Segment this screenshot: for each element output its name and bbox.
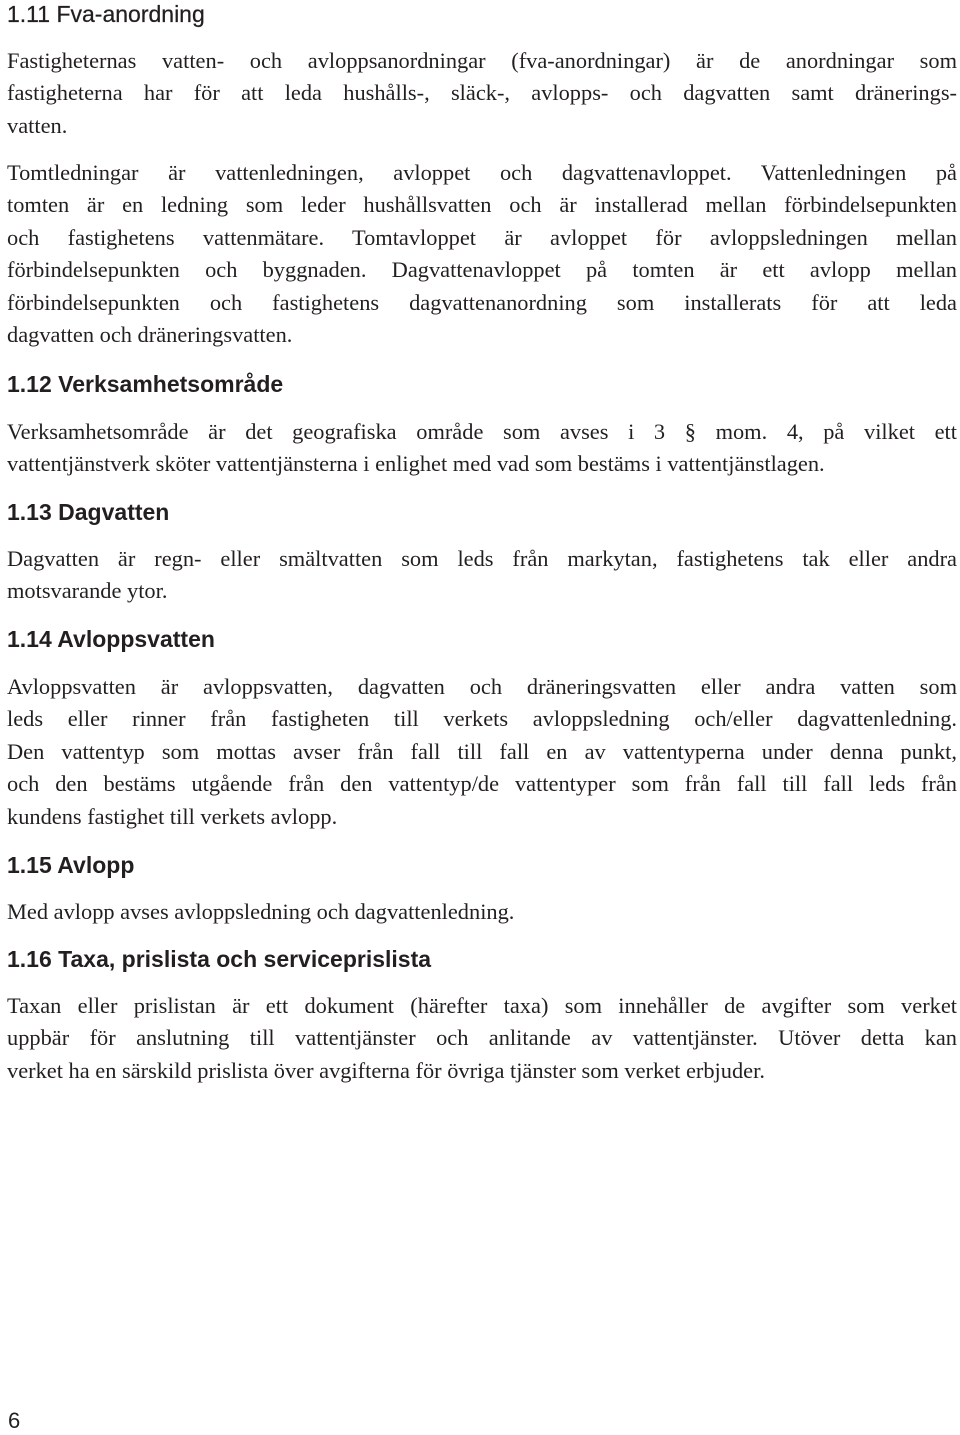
section-heading-1-15: 1.15 Avlopp [7,852,135,878]
paragraph-verksamhetsomrade [7,416,957,481]
section-heading-1-11: 1.11 Fva-anordning [7,1,205,27]
section-heading-1-16: 1.16 Taxa, prislista och serviceprislista [7,946,432,972]
text-line: och fastighetens vattenmätare. Tomtavloppet är avloppet för avloppsledningen mellan [7,224,957,250]
section-heading-1-13: 1.13 Dagvatten [7,499,170,525]
section-heading-1-12: 1.12 Verksamhetsområde [7,371,284,397]
paragraph-avloppsvatten [7,671,957,833]
text-line: fastigheterna har för att leda hushålls-, släck-, avlopps- och dagvatten samt dränerings- [7,80,957,106]
text-line: Avloppsvatten är avloppsvatten, dagvatten och dräneringsvatten eller andra vatten som [7,674,957,699]
paragraph-avlopp [7,896,957,928]
text-line: Dagvatten är regn- eller smältvatten som leds från markytan, fastighetens tak eller andra [7,546,957,571]
text-line: Verksamhetsområde är det geografiska område som avses i 3 § mom. 4, på vilket ett [7,419,957,444]
text-line: leds eller rinner från fastigheten till verkets avloppsledning och/eller dagvattenledning. [7,706,957,732]
text-line: tomten är en ledning som leder hushållsvatten och är installerad mellan förbindelsepunkten [7,192,957,218]
text-line: och den bestäms utgående från den vattentyp/de vattentyper som från fall till fall leds från [7,771,957,797]
paragraph-fva-definition [7,45,957,142]
paragraph-tomtledningar [7,157,957,351]
text-line: Med avlopp avses avloppsledning och dagvattenledning. [7,899,515,924]
text-line: Fastigheternas vatten- och avloppsanordningar (fva-anordningar) är de anordningar som [7,48,957,73]
text-line: dagvatten och dräneringsvatten. [7,322,293,348]
text-line: motsvarande ytor. [7,578,168,604]
text-line: verket ha en särskild prislista över avgifterna för övriga tjänster som verket erbjuder. [7,1057,765,1083]
paragraph-dagvatten [7,543,957,608]
text-line: Den vattentyp som mottas avser från fall till fall en av vattentyperna under denna punkt, [7,738,957,764]
text-line: kundens fastighet till verkets avlopp. [7,803,338,829]
text-line: uppbär för anslutning till vattentjänster och anlitande av vattentjänster. Utöver detta kan [7,1025,957,1051]
text-line: vattentjänstverk sköter vattentjänsterna i enlighet med vad som bestäms i vattentjänstlagen. [7,451,825,477]
text-line: vatten. [7,112,68,138]
text-line: Taxan eller prislistan är ett dokument (härefter taxa) som innehåller de avgifter som verket [7,993,957,1018]
page-number: 6 [8,1408,21,1433]
text-line: förbindelsepunkten och byggnaden. Dagvattenavloppet på tomten är ett avlopp mellan [7,257,957,283]
text-line: förbindelsepunkten och fastighetens dagvattenanordning som installerats för att leda [7,289,957,315]
section-heading-1-14: 1.14 Avloppsvatten [7,626,215,652]
text-line: Tomtledningar är vattenledningen, avloppet och dagvattenavloppet. Vattenledningen på [7,160,957,185]
paragraph-taxa [7,990,957,1087]
